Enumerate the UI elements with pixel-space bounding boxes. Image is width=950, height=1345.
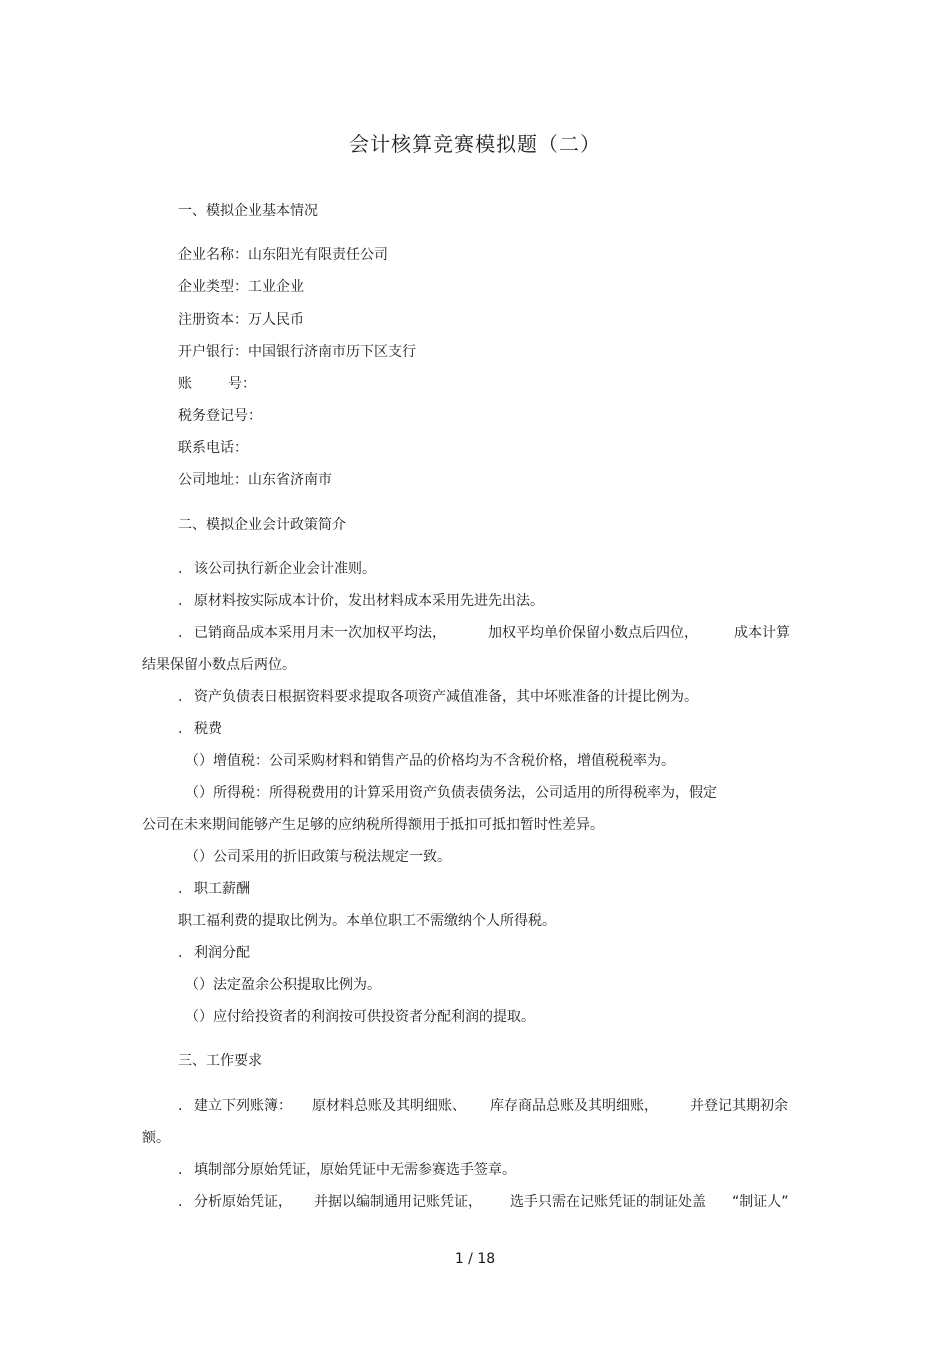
section-heading-2: 二、模拟企业会计政策简介 [178, 517, 346, 533]
page-title: 会计核算竞赛模拟题（二） [349, 132, 601, 156]
account-label-a: 账 [178, 376, 192, 392]
item-dot: . [178, 881, 183, 897]
requirement-2: . 填制部分原始凭证，原始凭证中无需参赛选手签章。 [178, 1162, 516, 1178]
item-dot: . [178, 721, 183, 737]
item-dot: . [178, 1098, 183, 1114]
account-line [178, 374, 256, 394]
tax-income-line: （）所得税：所得税费用的计算采用资产负债表债务法，公司适用的所得税率为，假定 [185, 785, 717, 801]
tax-income-line-cont: 公司在未来期间能够产生足够的应纳税所得额用于抵扣可抵扣暂时性差异。 [142, 817, 604, 833]
capital-line: 注册资本：万人民币 [178, 312, 304, 328]
policy-item-1: . 该公司执行新企业会计准则。 [178, 561, 376, 577]
policy-item-3-cont: 结果保留小数点后两位。 [142, 657, 296, 673]
investor-profit-line: （）应付给投资者的利润按可供投资者分配利润的提取。 [185, 1009, 535, 1025]
policy-item-6: . 职工薪酬 [178, 881, 250, 897]
surplus-reserve-line: （）法定盈余公积提取比例为。 [185, 977, 381, 993]
requirement-3: . 分析原始凭证， 并据以编制通用记账凭证， 选手只需在记账凭证的制证处盖 “制证人” [178, 1194, 789, 1210]
policy-item-2: . 原材料按实际成本计价，发出材料成本采用先进先出法。 [178, 593, 544, 609]
page-number: 1 / 18 [454, 1251, 496, 1267]
welfare-line: 职工福利费的提取比例为。本单位职工不需缴纳个人所得税。 [178, 913, 556, 929]
item-dot: . [178, 945, 183, 961]
phone-line: 联系电话： [178, 440, 248, 456]
company-name-line: 企业名称：山东阳光有限责任公司 [178, 247, 388, 263]
bank-line: 开户银行：中国银行济南市历下区支行 [178, 344, 416, 360]
company-type-line: 企业类型：工业企业 [178, 279, 304, 295]
policy-item-5: . 税费 [178, 721, 222, 737]
item-dot: . [178, 561, 183, 577]
tax-vat-line: （）增值税：公司采购材料和销售产品的价格均为不含税价格，增值税税率为。 [185, 753, 675, 769]
item-dot: . [178, 1194, 183, 1210]
address-line: 公司地址：山东省济南市 [178, 472, 332, 488]
item-dot: . [178, 593, 183, 609]
requirement-1: . 建立下列账簿： 原材料总账及其明细账、 库存商品总账及其明细账， 并登记其期初余 [178, 1098, 788, 1114]
tax-depreciation-line: （）公司采用的折旧政策与税法规定一致。 [185, 849, 451, 865]
item-dot: . [178, 689, 183, 705]
item-dot: . [178, 1162, 183, 1178]
policy-item-7: . 利润分配 [178, 945, 250, 961]
tax-no-line: 税务登记号： [178, 408, 262, 424]
section-heading-1: 一、模拟企业基本情况 [178, 203, 318, 219]
item-dot: . [178, 625, 183, 641]
policy-item-4: . 资产负债表日根据资料要求提取各项资产减值准备，其中坏账准备的计提比例为。 [178, 689, 698, 705]
account-label-b: 号： [228, 376, 256, 392]
section-heading-3: 三、工作要求 [178, 1053, 262, 1069]
policy-item-3: . 已销商品成本采用月末一次加权平均法， 加权平均单价保留小数点后四位， 成本计算 [178, 625, 790, 641]
requirement-1-cont: 额。 [142, 1130, 170, 1146]
